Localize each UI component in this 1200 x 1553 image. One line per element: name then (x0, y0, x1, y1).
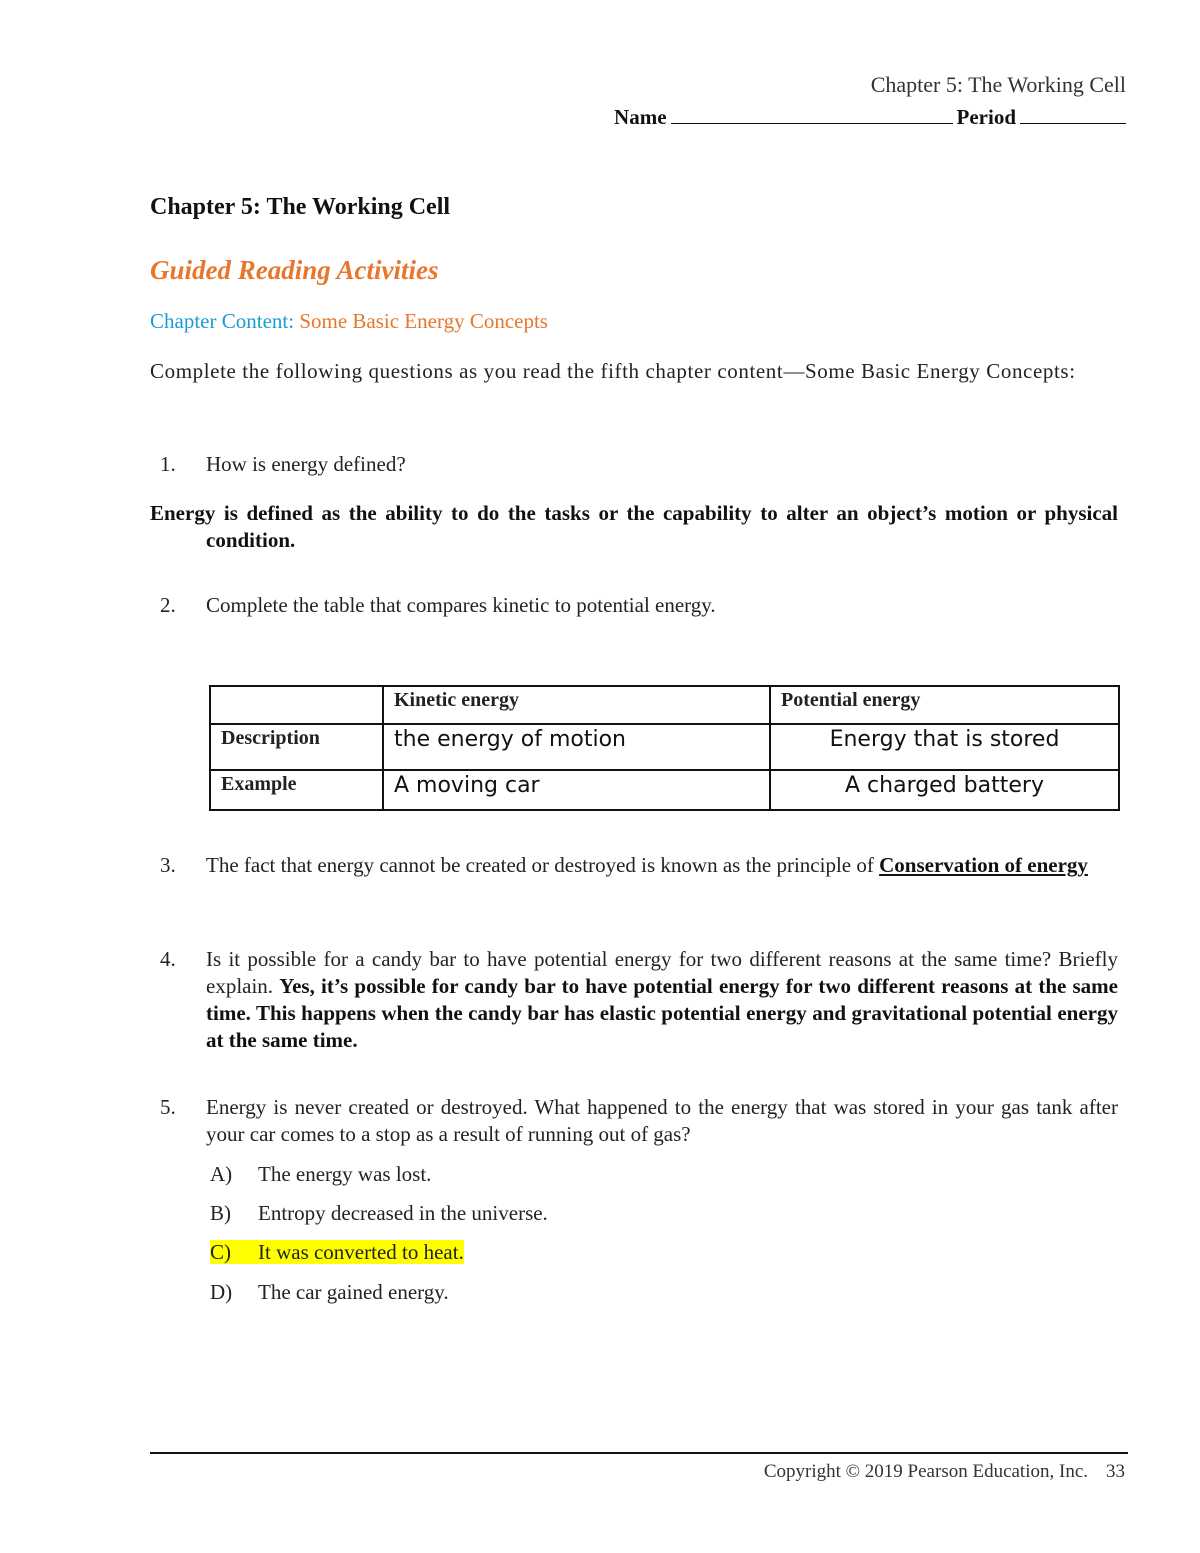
question-number: 1. (160, 452, 176, 476)
option-c (210, 1239, 464, 1265)
question-2 (150, 592, 1118, 619)
page-number: 33 (1106, 1461, 1125, 1482)
option-text: The car gained energy. (258, 1280, 449, 1304)
section-title: Guided Reading Activities (150, 255, 439, 285)
question-text: How is energy defined? (206, 452, 406, 476)
cell-potential-description: Energy that is stored (770, 724, 1119, 770)
chapter-content-topic: Some Basic Energy Concepts (299, 309, 548, 333)
option-letter: B) (210, 1201, 231, 1225)
intro-paragraph: Complete the following questions as you read the fifth chapter content—Some Basic Energy Concepts: (150, 359, 1076, 383)
period-blank (1020, 103, 1126, 124)
question-1 (150, 451, 1118, 478)
table-corner-cell (210, 686, 383, 724)
name-period-line (614, 103, 1126, 130)
period-label: Period (956, 105, 1016, 129)
question-4 (150, 946, 1118, 1054)
cell-kinetic-description: the energy of motion (383, 724, 770, 770)
option-b (210, 1200, 548, 1226)
question-3-prompt: The fact that energy cannot be created or destroyed is known as the principle of (206, 853, 880, 877)
option-text: Entropy decreased in the universe. (258, 1201, 548, 1225)
chapter-content-label: Chapter Content: (150, 309, 295, 333)
question-text: Complete the table that compares kinetic to potential energy. (206, 593, 716, 617)
option-d (210, 1279, 449, 1305)
row-label-description: Description (210, 724, 383, 770)
running-header-title: Chapter 5: The Working Cell (870, 72, 1126, 97)
question-number: 4. (160, 947, 176, 971)
row-label-example: Example (210, 770, 383, 810)
name-label: Name (614, 105, 667, 129)
table-header-kinetic: Kinetic energy (383, 686, 770, 724)
option-a (210, 1161, 431, 1187)
question-text (206, 852, 1118, 879)
table-header-potential: Potential energy (770, 686, 1119, 724)
question-3 (150, 852, 1118, 879)
question-4-prompt: Is it possible for a candy bar to have potential energy for two different reasons at the same time? Briefly explain. (206, 947, 1118, 998)
copyright-text: Copyright © 2019 Pearson Education, Inc. (763, 1461, 1088, 1482)
chapter-content-heading (150, 309, 548, 334)
option-letter: A) (210, 1162, 233, 1186)
footer-divider (150, 1452, 1128, 1454)
answer-1: Energy is defined as the ability to do the tasks or the capability to alter an object’s motion or physical condition. (150, 501, 1118, 552)
question-number: 5. (160, 1095, 176, 1119)
footer (764, 1461, 1125, 1483)
question-text (206, 946, 1118, 1054)
energy-comparison-table (209, 685, 1120, 811)
option-letter: C) (210, 1240, 231, 1264)
question-5 (150, 1094, 1118, 1148)
highlighted-answer (210, 1240, 464, 1264)
cell-kinetic-example: A moving car (383, 770, 770, 810)
option-text: It was converted to heat. (258, 1240, 464, 1264)
answer-3: Conservation of energy (879, 853, 1088, 877)
name-blank (671, 103, 953, 124)
question-number: 2. (160, 593, 176, 617)
question-text: Energy is never created or destroyed. What happened to the energy that was stored in your gas tank after your car comes to a stop as a result of running out of gas? (206, 1095, 1118, 1146)
option-text: The energy was lost. (258, 1162, 432, 1186)
answer-4: Yes, it’s possible for candy bar to have potential energy for two different reasons at the same time. This happens when the candy bar has elastic potential energy and gravitational potential energy at the same time. (206, 974, 1118, 1052)
question-number: 3. (160, 853, 176, 877)
cell-potential-example: A charged battery (770, 770, 1119, 810)
option-letter: D) (210, 1280, 233, 1304)
chapter-title: Chapter 5: The Working Cell (150, 194, 451, 220)
